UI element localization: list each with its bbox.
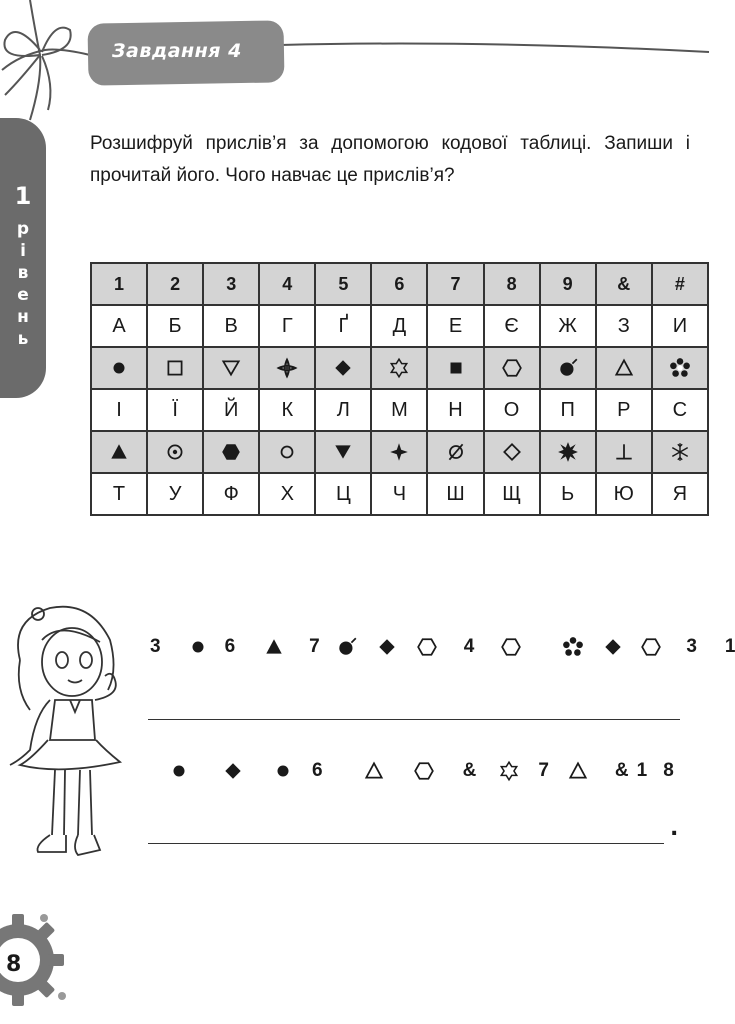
flower-icon <box>669 357 691 379</box>
code-number-cell: 5 <box>315 263 371 305</box>
level-number: 1 <box>14 182 32 210</box>
task-title: Завдання 4 <box>112 40 242 62</box>
code-symbol-cell <box>147 431 203 473</box>
code-letter-cell: У <box>147 473 203 515</box>
code-number-cell: 4 <box>259 263 315 305</box>
triangle-up-icon <box>567 760 589 782</box>
triangle-up-icon <box>613 357 635 379</box>
diamond-icon <box>602 636 624 658</box>
four-star-icon <box>388 441 410 463</box>
code-symbol-cell <box>147 347 203 389</box>
code-token: 1 <box>724 636 735 657</box>
code-symbol-cell <box>540 347 596 389</box>
triangle-down-icon <box>220 357 242 379</box>
code-token: 3 <box>686 636 697 657</box>
code-symbol-token <box>567 756 589 786</box>
level-tab <box>0 118 46 398</box>
code-symbol-cell <box>371 347 427 389</box>
code-symbol-token <box>187 632 209 662</box>
code-number-cell: # <box>652 263 708 305</box>
code-letter-cell: В <box>203 305 259 347</box>
diamond-icon <box>376 636 398 658</box>
code-number-cell: 3 <box>203 263 259 305</box>
hexagon-icon <box>416 636 438 658</box>
code-symbol-cell <box>652 347 708 389</box>
diamond-icon <box>222 760 244 782</box>
girl-illustration <box>0 600 140 870</box>
code-token: 3 <box>150 636 161 657</box>
code-letter-cell: Ш <box>427 473 483 515</box>
code-token: 6 <box>312 760 323 781</box>
code-letter-cell: Ч <box>371 473 427 515</box>
code-token: 4 <box>463 636 475 657</box>
code-letter-row <box>91 305 708 347</box>
code-letter-cell: Є <box>484 305 540 347</box>
code-letter-cell: Е <box>427 305 483 347</box>
snowflake-icon <box>669 441 691 463</box>
code-table <box>90 262 709 516</box>
line-end-period: . <box>670 816 679 841</box>
code-symbol-token <box>602 632 624 662</box>
code-symbol-cell <box>540 431 596 473</box>
encoded-line-1 <box>150 632 735 662</box>
code-symbol-cell <box>484 347 540 389</box>
circle-icon <box>187 636 209 658</box>
code-letter-cell: Ф <box>203 473 259 515</box>
task-instruction: Розшифруй прислів’я за допомогою кодової таблиці. Запиши і прочитай його. Чого навчає це прислів’я? <box>90 133 690 186</box>
code-symbol-cell <box>652 431 708 473</box>
code-token: 1 <box>636 760 648 781</box>
code-symbol-cell <box>91 347 147 389</box>
code-symbol-cell <box>596 347 652 389</box>
code-letter-cell: Я <box>652 473 708 515</box>
circle-slash-icon <box>557 357 579 379</box>
hexagon-icon <box>413 760 435 782</box>
code-letter-cell: Л <box>315 389 371 431</box>
code-letter-cell: Д <box>371 305 427 347</box>
diamond-icon <box>332 357 354 379</box>
code-letter-cell: А <box>91 305 147 347</box>
code-symbol-token <box>376 632 398 662</box>
page-number: 8 <box>6 952 22 977</box>
code-letter-cell: С <box>652 389 708 431</box>
code-letter-row <box>91 473 708 515</box>
hexagon-icon <box>500 636 522 658</box>
triangle-up-filled-icon <box>263 636 285 658</box>
triangle-down-filled-icon <box>332 441 354 463</box>
circle-dot-icon <box>164 441 186 463</box>
ribbon-bow-icon <box>0 0 100 130</box>
code-letter-cell: М <box>371 389 427 431</box>
code-number-cell: & <box>596 263 652 305</box>
answer-line-1[interactable] <box>148 719 680 720</box>
star8-icon <box>557 441 579 463</box>
circle-small-icon <box>276 441 298 463</box>
code-letter-cell: Г <box>259 305 315 347</box>
code-letter-cell: Ґ <box>315 305 371 347</box>
code-letter-cell: И <box>652 305 708 347</box>
code-symbol-cell <box>315 347 371 389</box>
code-letter-cell: Ж <box>540 305 596 347</box>
circle-icon <box>168 760 190 782</box>
code-letter-cell: Т <box>91 473 147 515</box>
flower-icon <box>562 636 584 658</box>
empty-set-icon <box>445 441 467 463</box>
code-letter-cell: Ц <box>315 473 371 515</box>
code-token: & <box>462 760 477 781</box>
code-symbol-token <box>222 756 244 786</box>
code-letter-cell: Р <box>596 389 652 431</box>
code-letter-cell: Б <box>147 305 203 347</box>
circle-icon <box>272 760 294 782</box>
diamond-cross-icon <box>276 357 298 379</box>
code-symbol-cell <box>484 431 540 473</box>
filled-square-icon <box>445 357 467 379</box>
code-symbol-token <box>263 632 285 662</box>
code-symbol-cell <box>427 431 483 473</box>
code-symbol-token <box>272 756 294 786</box>
code-symbol-token <box>336 632 358 662</box>
code-letter-cell: Ь <box>540 473 596 515</box>
code-symbol-cell <box>427 347 483 389</box>
code-letter-cell: Ї <box>147 389 203 431</box>
code-number-cell: 7 <box>427 263 483 305</box>
code-token: 8 <box>663 760 674 781</box>
circle-icon <box>108 357 130 379</box>
encoded-line-2 <box>168 756 674 786</box>
code-letter-cell: Щ <box>484 473 540 515</box>
code-number-row <box>91 263 708 305</box>
circle-slash-icon <box>336 636 358 658</box>
level-word: р і в е н ь <box>16 219 30 349</box>
code-letter-cell: Х <box>259 473 315 515</box>
triangle-up-icon <box>363 760 385 782</box>
code-symbol-cell <box>315 431 371 473</box>
code-symbol-cell <box>371 431 427 473</box>
triangle-up-filled-icon <box>108 441 130 463</box>
code-symbol-cell <box>203 347 259 389</box>
code-letter-cell: І <box>91 389 147 431</box>
code-number-cell: 8 <box>484 263 540 305</box>
code-symbol-token <box>413 756 435 786</box>
code-symbol-token <box>640 632 662 662</box>
code-symbol-token <box>168 756 190 786</box>
code-number-cell: 1 <box>91 263 147 305</box>
code-letter-cell: К <box>259 389 315 431</box>
code-letter-row <box>91 389 708 431</box>
code-symbol-cell <box>596 431 652 473</box>
code-token: 6 <box>224 636 236 657</box>
code-symbol-cell <box>259 431 315 473</box>
code-symbol-token <box>416 632 438 662</box>
code-token: 7 <box>538 760 549 781</box>
code-letter-cell: Й <box>203 389 259 431</box>
answer-line-2[interactable] <box>148 843 664 844</box>
code-symbol-token <box>562 632 584 662</box>
code-number-cell: 9 <box>540 263 596 305</box>
code-letter-cell: П <box>540 389 596 431</box>
star6-icon <box>498 760 520 782</box>
code-symbol-cell <box>91 431 147 473</box>
code-symbol-cell <box>203 431 259 473</box>
code-symbol-row <box>91 431 708 473</box>
header-rule <box>280 30 709 60</box>
diamond-outline-icon <box>501 441 523 463</box>
code-token: & <box>614 760 629 781</box>
code-symbol-token <box>363 756 385 786</box>
star6-icon <box>388 357 410 379</box>
code-symbol-token <box>498 756 520 786</box>
code-letter-cell: Ю <box>596 473 652 515</box>
code-symbol-token <box>500 632 522 662</box>
hexagon-icon <box>501 357 523 379</box>
hexagon-filled-icon <box>220 441 242 463</box>
code-letter-cell: О <box>484 389 540 431</box>
square-icon <box>164 357 186 379</box>
hexagon-icon <box>640 636 662 658</box>
code-letter-cell: Н <box>427 389 483 431</box>
code-letter-cell: З <box>596 305 652 347</box>
code-symbol-row <box>91 347 708 389</box>
code-token: 7 <box>309 636 320 657</box>
up-tack-icon <box>613 441 635 463</box>
code-number-cell: 6 <box>371 263 427 305</box>
code-number-cell: 2 <box>147 263 203 305</box>
code-symbol-cell <box>259 347 315 389</box>
